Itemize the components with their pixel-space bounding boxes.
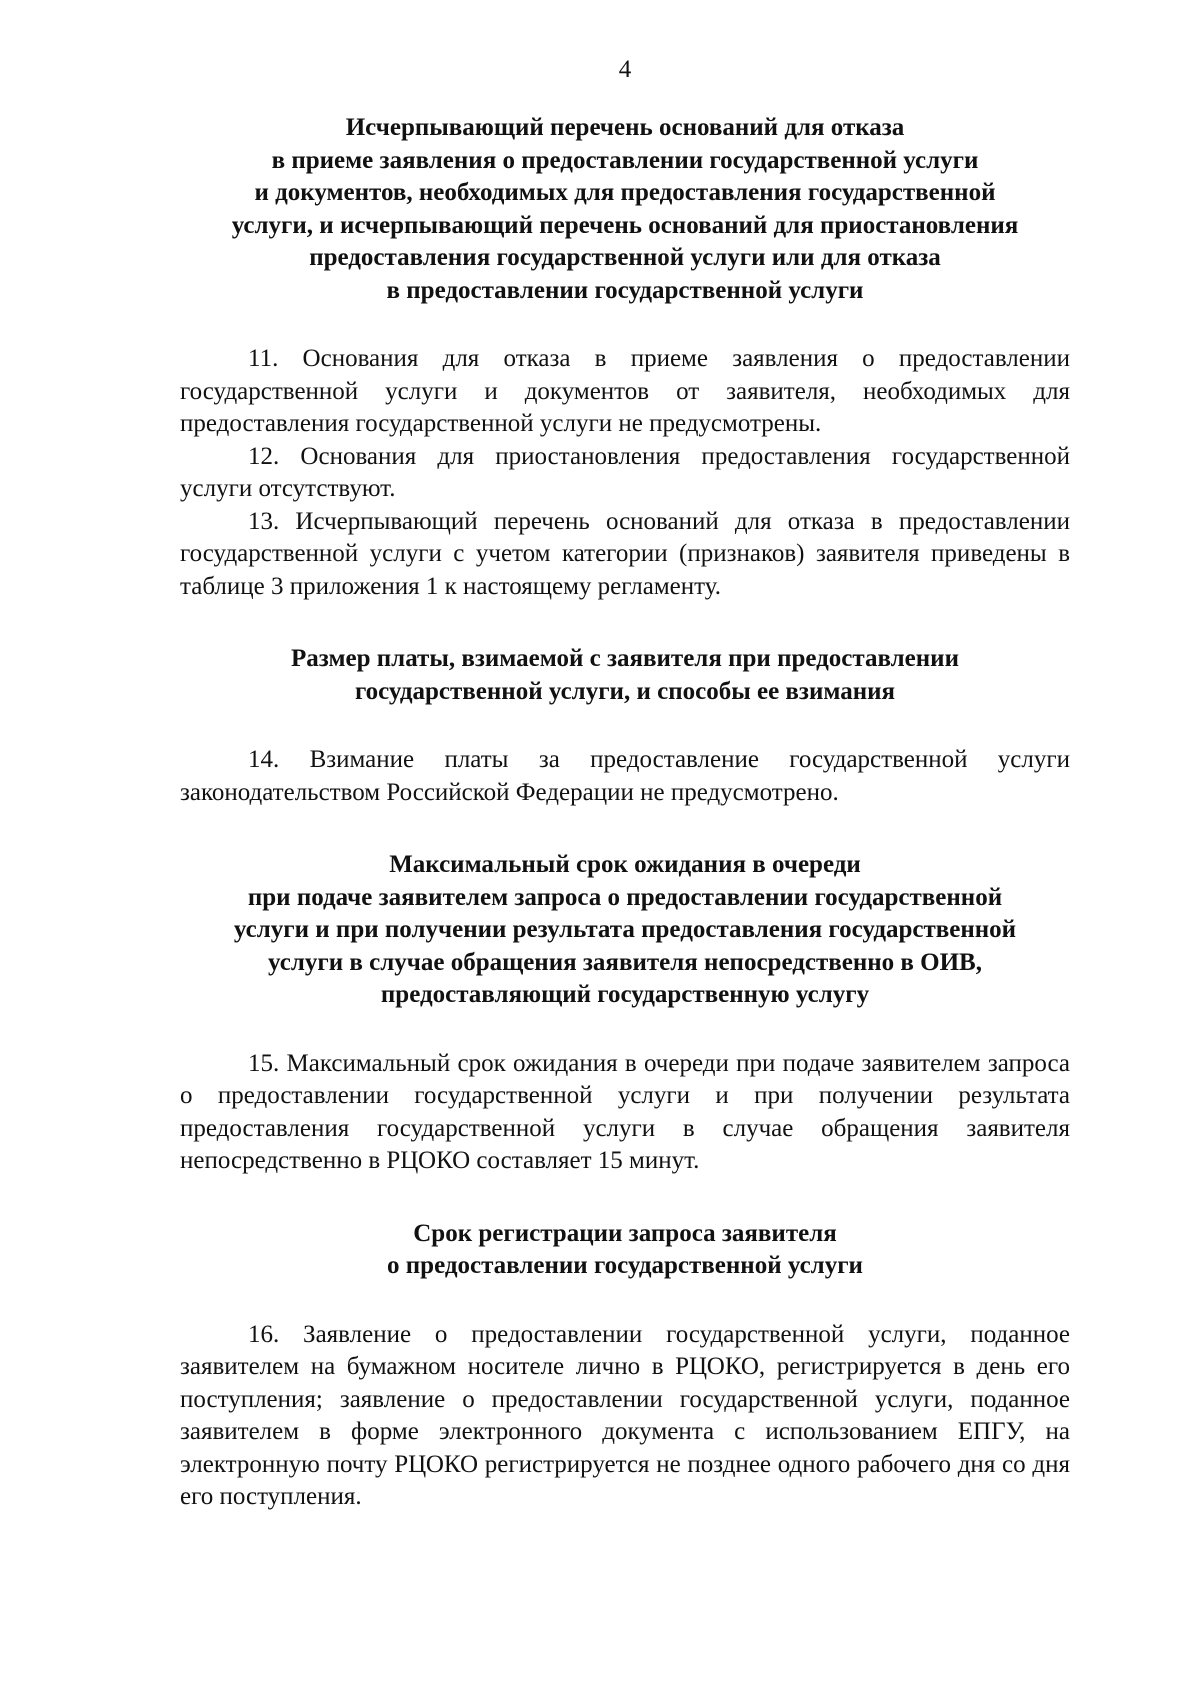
paragraph-11: 11. Основания для отказа в приеме заявления о предоставлении государственной услуги и документов от заявителя, необходимых для предоставления государственной услуги не предусмотрены.	[180, 345, 1070, 437]
section-heading	[180, 643, 1070, 708]
paragraph-14: 14. Взимание платы за предоставление государственной услуги законодательством Российской Федерации не предусмотрено.	[180, 746, 1070, 806]
section-heading	[180, 849, 1070, 1012]
heading-line: Исчерпывающий перечень оснований для отказа	[345, 114, 905, 141]
section-body	[180, 744, 1070, 809]
heading-line: Максимальный срок ожидания в очереди	[389, 851, 861, 878]
heading-line: Размер платы, взимаемой с заявителя при предоставлении	[291, 645, 959, 672]
section-refusal-grounds	[180, 112, 1070, 603]
section-heading	[180, 112, 1070, 307]
heading-line: о предоставлении государственной услуги	[387, 1252, 863, 1279]
heading-line: предоставления государственной услуги или для отказа	[309, 244, 941, 271]
section-body	[180, 1048, 1070, 1178]
page-number: 4	[618, 56, 632, 83]
heading-line: в предоставлении государственной услуги	[386, 276, 864, 304]
heading-line: Срок регистрации запроса заявителя	[413, 1219, 837, 1247]
section-body	[180, 343, 1070, 603]
section-body	[180, 1319, 1070, 1514]
heading-line: при подаче заявителем запроса о предоставлении государственной	[247, 883, 1003, 911]
section-fee	[180, 643, 1070, 809]
heading-line: предоставляющий государственную услугу	[380, 981, 870, 1008]
heading-line: услуги в случае обращения заявителя непосредственно в ОИВ,	[268, 948, 982, 976]
section-registration-time	[180, 1218, 1070, 1514]
paragraph-15: 15. Максимальный срок ожидания в очереди при подаче заявителем запроса о предоставлении государственной услуги и при получении результата предоставления государственной услуги в случае обращения заявителя непосредственно в РЦОКО составляет 15 минут.	[180, 1049, 1070, 1174]
paragraph-12: 12. Основания для приостановления предоставления государственной услуги отсутствуют.	[180, 442, 1070, 502]
section-queue-time	[180, 849, 1070, 1178]
heading-line: услуги, и исчерпывающий перечень оснований для приостановления	[231, 211, 1019, 239]
heading-line: в приеме заявления о предоставлении государственной услуги	[271, 146, 979, 174]
heading-line: государственной услуги, и способы ее взимания	[354, 677, 896, 705]
paragraph-16: 16. Заявление о предоставлении государственной услуги, поданное заявителем на бумажном носителе лично в РЦОКО, регистрируется в день его поступления; заявление о предоставлении государственной услуги, поданное заявителем в форме электронного документа с использованием ЕПГУ, на электронную почту РЦОКО регистрируется не позднее одного рабочего дня со дня его поступления.	[180, 1320, 1070, 1510]
heading-line: и документов, необходимых для предоставления государственной	[254, 179, 996, 206]
paragraph-13: 13. Исчерпывающий перечень оснований для отказа в предоставлении государственной услуги с учетом категории (признаков) заявителя приведены в таблице 3 приложения 1 к настоящему регламенту.	[180, 507, 1070, 600]
section-heading	[180, 1218, 1070, 1283]
heading-line: услуги и при получении результата предоставления государственной	[233, 916, 1017, 943]
